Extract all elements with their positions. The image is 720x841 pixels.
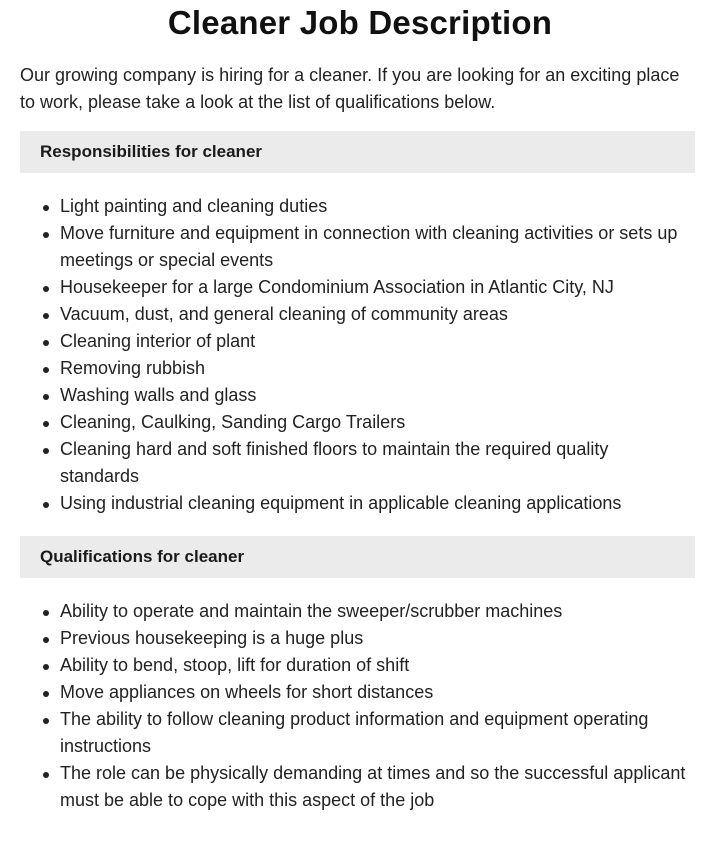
list-item-text: Housekeeper for a large Condominium Association in Atlantic City, NJ [60,277,614,297]
list-item-text: The ability to follow cleaning product information and equipment operating instructions [60,709,649,756]
bullet-icon [43,205,49,211]
list-item-text: The role can be physically demanding at times and so the successful applicant must be able to cope with this aspect of the job [60,763,686,810]
list-item-text: Move furniture and equipment in connection with cleaning activities or sets up meetings or special events [60,223,678,270]
list-item [60,301,690,328]
responsibilities-header [20,131,695,173]
bullet-icon [43,367,49,373]
list-item-text: Ability to bend, stoop, lift for duration of shift [60,655,410,675]
list-item [60,193,690,220]
list-item [60,625,700,652]
bullet-icon [43,691,49,697]
list-item [60,706,700,760]
bullet-icon [43,313,49,319]
list-item-text: Vacuum, dust, and general cleaning of community areas [60,304,508,324]
bullet-icon [43,232,49,238]
bullet-icon [43,772,49,778]
responsibilities-list [20,193,690,517]
list-item [60,409,690,436]
list-item-text: Cleaning, Caulking, Sanding Cargo Trailers [60,412,406,432]
list-item [60,328,690,355]
list-item [60,679,700,706]
qualifications-header [20,536,695,578]
list-item-text: Washing walls and glass [60,385,257,405]
list-item-text: Removing rubbish [60,358,206,378]
list-item-text: Previous housekeeping is a huge plus [60,628,364,648]
list-item [60,274,690,301]
bullet-icon [43,286,49,292]
list-item [60,598,700,625]
list-item [60,490,690,517]
list-item [60,355,690,382]
bullet-icon [43,340,49,346]
bullet-icon [43,718,49,724]
bullet-icon [43,394,49,400]
page-title: Cleaner Job Description [167,4,553,41]
list-item-text: Light painting and cleaning duties [60,196,328,216]
bullet-icon [43,421,49,427]
list-item-text: Cleaning interior of plant [60,331,256,351]
bullet-icon [43,664,49,670]
list-item-text: Cleaning hard and soft finished floors to maintain the required quality standards [60,439,609,486]
qualifications-list [20,598,700,814]
list-item-text: Using industrial cleaning equipment in applicable cleaning applications [60,493,622,513]
bullet-icon [43,610,49,616]
list-item [60,760,700,814]
bullet-icon [43,448,49,454]
bullet-icon [43,637,49,643]
list-item [60,436,690,490]
responsibilities-heading: Responsibilities for cleaner [40,142,263,161]
qualifications-heading: Qualifications for cleaner [40,547,245,566]
list-item-text: Ability to operate and maintain the sweeper/scrubber machines [60,601,563,621]
list-item [60,652,700,679]
list-item-text: Move appliances on wheels for short distances [60,682,434,702]
list-item [60,382,690,409]
intro-paragraph: Our growing company is hiring for a cleaner. If you are looking for an exciting place to work, please take a look at the list of qualifications below. [20,65,680,112]
bullet-icon [43,502,49,508]
list-item [60,220,690,274]
